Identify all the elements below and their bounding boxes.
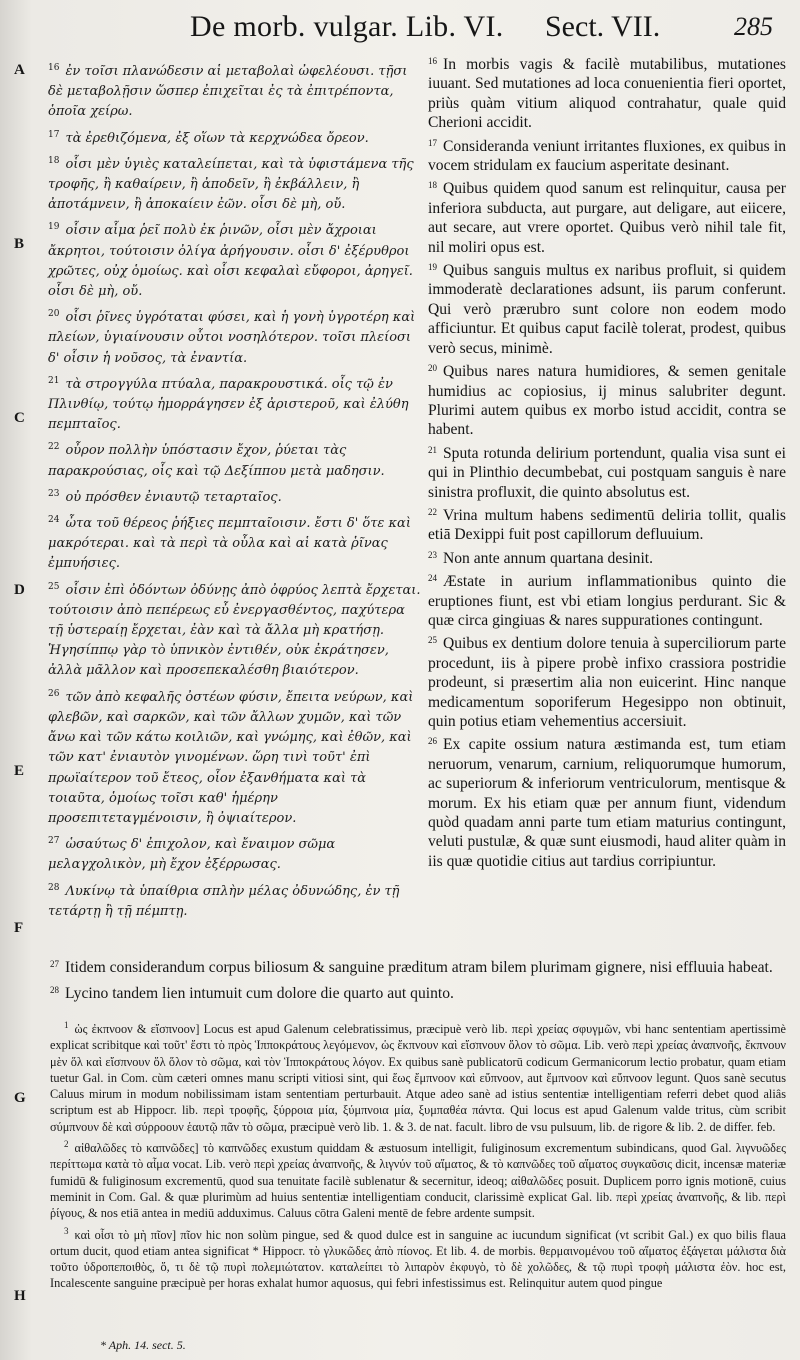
running-title: De morb. vulgar. Lib. VI. xyxy=(190,10,504,43)
greek-paragraph: $^{20}$ οἷσι ῥῖνες ὑγρόταται φύσει, καὶ ἡ γονὴ ὑγροτέρη καὶ πλείων, ὑγιαίνουσιν οὗτοι νοσηλότερον. τοῖσι πλείοσι δ' οἷσιν ἡ νοῦσος, τὰ ἐναντία. xyxy=(48,309,416,366)
greek-paragraph: $^{17}$ τὰ ἐρεθιζόμενα, ἐξ οἵων τὰ κερχνώδεα ὄρεον. xyxy=(48,129,369,146)
page-number: 285 xyxy=(734,12,773,41)
margin-letter: C xyxy=(14,410,25,426)
latin-paragraph: $^{23}$ Non ante annum quartana desinit. xyxy=(428,549,654,567)
latin-paragraph: $^{28}$ Lycino tandem lien intumuit cum dolore die quarto aut quinto. xyxy=(50,984,454,1002)
greek-paragraph: $^{27}$ ὡσαύτως δ' ἐπιχολον, καὶ ἔναιμον σῶμα μελαγχολικὸν, μὴ ἔχον ἐξέρρωσας. xyxy=(48,836,336,873)
margin-letter: E xyxy=(14,763,25,779)
greek-paragraph: $^{18}$ οἷσι μὲν ὑγιὲς καταλείπεται, καὶ τὰ ὑφιστάμενα τῆς τροφῆς, ἢ καθαίρειν, ἢ ἀποδεῖν, ἢ ἐκβάλλειν, ἢ ἀποτάμνειν, ἢ ἀποκαίειν ἐῶν. οἷσι δὲ μὴ, οὔ. xyxy=(48,155,414,213)
margin-letter: H xyxy=(14,1288,26,1304)
greek-paragraph: $^{24}$ ὦτα τοῦ θέρεος ῥήξιες πεμπταῖοισιν. ἔστι δ' ὅτε καὶ μακρότεραι. καὶ τὰ περὶ τὰ οὖλα καὶ αἱ κατὰ ῥῖνας ἐμπυήσιες. xyxy=(48,515,411,572)
greek-paragraph: $^{23}$ οὐ πρόσθεν ἐνιαυτῷ τεταρταῖος. xyxy=(48,488,282,505)
latin-paragraph: $^{27}$ Itidem considerandum corpus biliosum & sanguine præditum atram bilem plurimam gignere, nisi effluuia habeat. xyxy=(50,959,773,976)
section-label: Sect. VII. xyxy=(545,10,661,43)
latin-paragraph: $^{16}$ In morbis vagis & facilè mutabilibus, mutationes iuuant. Sed mutationes ad loca conuenientia fieri oportet, priùs quàm vitium aliquod contrahatur, quale quid Cherioni accidit. xyxy=(428,56,786,132)
commentary-notes xyxy=(50,1017,786,1293)
margin-letter: B xyxy=(14,236,25,252)
commentary-note: $^3$ καὶ οἷσι τὸ μὴ πῖον] πῖον hic non solùm pingue, sed & quod dulce est in sanguine ac iucundum significat (vt scribit Gal.) ex quo bilis flaua ortum ducit, quod etiam antea significat * Hippocr. τὸ γλυκῶδες ἀπὸ πίονος. Et lib. 4. de morbis. θερμαινομένου τοῦ αἵματος ἐξάγεται μάλιστα διὰ τοῦτο ὑδροπεποιθὸς, ὅ, τι δὲ τῷ πυρὶ πολεμιώτατον. καταλείπει τὸ λιπαρὸν ἐκφυγὸ, τὸ δὲ χολῶδες, & τῷ πυρὶ τροφὴ μάλιστα ἐὸν. hoc est, Incalescente sanguine præcipuè per horas exhalat humor aquosus, qui febri infestissimus est. Relinquitur autem quod pingue xyxy=(50,1225,786,1291)
greek-paragraph: $^{19}$ οἷσιν αἷμα ῥεῖ πολὺ ἐκ ῥινῶν, οἷσι μὲν ἄχροιαι ἄκρητοι, τούτοισιν ὀλίγα ἀρήγουσιν. οἷσι δ' ἐξέρυθροι χρῶτες, οὐχ ὁμοίως. καὶ οἷσι κεφαλαὶ εὔφοροι, ἀρηγεῖ. οἷσι δὲ μὴ, οὔ. xyxy=(48,222,413,300)
greek-paragraph: $^{28}$ Λυκίνῳ τὰ ὑπαίθρια σπλὴν μέλας ὀδυνώδης, ἐν τῇ τετάρτῃ ἢ τῇ πέμπτῃ. xyxy=(48,882,400,919)
latin-paragraph: $^{26}$ Ex capite ossium natura æstimanda est, tum etiam neruorum, venarum, carnium, reliquorumque humorum, ac superiorum & inferiorum ventriculorum, mentisque & morum. Ex his etiam quæ per annum fiunt, videndum quòd quadam anni parte tum etiam maturius contingunt, veluti pustulæ, & quæ sunt eiusmodi, haud aliter quàm in iis quæ quotidie citius aut tardius corripiuntur. xyxy=(428,736,786,870)
latin-paragraph: $^{18}$ Quibus quidem quod sanum est relinquitur, causa per inferiora subducta, aut purgare, aut deligare, aut eiicere, aut secare, aut vrere oportet. Quibus verò nihil tale fit, nil moliri opus est. xyxy=(428,180,786,256)
margin-letter: D xyxy=(14,582,25,598)
footnote-reference: * Aph. 14. sect. 5. xyxy=(100,1338,186,1352)
greek-paragraph: $^{16}$ ἐν τοῖσι πλανώδεσιν αἱ μεταβολαὶ ὠφελέουσι. τῇσι δὲ μεταβολῇσιν ὥσπερ ἐπιχεῖται ἐς τὰ ἐπιτρέποντα, ὁποῖα χείρω. xyxy=(48,63,408,120)
commentary-note: $^1$ ὡς ἐκπνοον & εἴσπνοον] Locus est apud Galenum celebratissimus, præcipuè verò lib. περὶ χρείας σφυγμῶν, vbi hanc sententiam apertissimè explicat scribitque καὶ τοῦτ' ἔστι τὸ πρὸς Ἱπποκράτους λεγόμενον, ὡς ἔκπνουν καὶ εἴσπνουν ὅλον τὸ σῶμα. Lib. verò περὶ χρείας ἀναπνοῆς, ἔκπνουν μὲν ὅλ καὶ εἴσπνουν ὅλ ὅλον τὸ σῶμα, καὶ τὸν Ἱπποκράτους λόγον. Ex quibus sanè publicatorū codicum Germanicorum lectio probatur, quam etiam tuetur Gal. in Com. cùm cæteri omnes manu scripti vitiosi sint, qui ἕως ἔμπνοον καὶ εὔπνοον, aut ἔμπνοον καὶ εὔπνοον legunt. Quos sanè secutus Caluus mirum in modum nobilissimam istam sententiam perturbauit. Atque adeo sanè ad istius sententiæ intelligentiam referri debet quod aliâs scriptum est ab Hippocr. lib. περὶ τροφῆς, ξύρροια μία, ξύμπνοια μία, ξυμπαθέα πάντα. Qui locus est apud Galenum valde tritus, cùm scribit σύμπνουν δὲ καὶ σύρροουν ἑαυτῷ πᾶν τὸ σῶμα, præcipuè verò lib. 1. & 3. de nat. facult. libro de vsu pulsuum, lib. de rigore & lib. 2. de differ. feb. xyxy=(50,1020,786,1134)
full-width-latin xyxy=(50,955,786,1003)
latin-paragraph: $^{19}$ Quibus sanguis multus ex naribus profluit, si quidem immoderatè declarationes adsunt, iis parum conferunt. Qui verò prærubro sunt colore non eodem modo afficiuntur. Et quibus caput facilè tolerat, prodest, quibus verò secus, minimè. xyxy=(428,262,786,357)
latin-paragraph: $^{25}$ Quibus ex dentium dolore tenuia à superciliorum parte procedunt, iis à pipere probè infixo crassiora postridie prodeunt, si præsertim alia non euicerint. Hinc nanque medicamentum soporiferum Hegesippo non obtinuit, quin potius etiam vehementius accersiuit. xyxy=(428,635,786,730)
running-header xyxy=(0,10,800,52)
latin-text-column xyxy=(428,52,786,872)
latin-paragraph: $^{22}$ Vrina multum habens sedimentū deliria tollit, qualis etiā Dexippi fuit post capillorum defluuium. xyxy=(428,506,786,544)
margin-letter: A xyxy=(14,62,25,78)
latin-paragraph: $^{20}$ Quibus nares natura humidiores, & semen genitale humidius ac copiosius, ij minus salubriter degunt. Plurimi autem quibus ex morbo istud accidit, contra se habent. xyxy=(428,363,786,439)
latin-paragraph: $^{21}$ Sputa rotunda delirium portendunt, qualia visa sunt ei qui in Plinthio decumbebat, cui postquam sanguis è nare sinistra profluxit, die quinto absolutus est. xyxy=(428,444,786,501)
greek-paragraph: $^{25}$ οἷσιν ἐπὶ ὀδόντων ὀδύνῃς ἀπὸ ὀφρύος λεπτὰ ἔρχεται. τούτοισιν ἀπὸ πεπέρεως εὖ ἐνεργασθέντος, παχύτερα τῇ ὑστεραίῃ ἔρχεται, ἐὰν καὶ τὰ ἄλλα μὴ κρατήσῃ. Ἡγησίππῳ γὰρ τὸ ὑπνικὸν ἐντιθέν, οὐκ ἐκράτησεν, ἀλλὰ μᾶλλον καὶ προσεπεκαλέσθη βιαιότερον. xyxy=(48,581,421,679)
greek-text-column xyxy=(48,58,422,924)
commentary-note: $^2$ αἰθαλῶδες τὸ καπνῶδες] τὸ καπνῶδες exustum quiddam & æstuosum intelligit, fuliginosum excrementum subindicans, quod Gal. λιγνυῶδες περίττωμα κατὰ τὸ αἷμα vocat. Lib. verò περὶ χρείας ἀναπνοῆς, & λιγνύν τοῦ αἵματος, & τὸ καπνῶδες τοῦ αἵματος συγκαῦσις dicit, incensæ materiæ fumidū & fuliginosum excrementū, quod sua tenuitate facilè sublenatur & secernitur, ideoq; αἰθαλῶδες posuit. Duplicem porro ignis motionē, cuius meminit in Com. Gal. & quæ plurimùm ad huius sententiæ intelligentiam conducit, clarissimè explicat Gal. lib. περὶ χρείας ἀναπνοῆς, & lib. περὶ ῥίγους, & nos etiā antea in mediū adduximus. Caluus cōtra Galeni mentē de febre ardente sumpsit. xyxy=(50,1139,786,1221)
greek-paragraph: $^{21}$ τὰ στρογγύλα πτύαλα, παρακρουστικά. οἷς τῷ ἐν Πλινθίῳ, τούτῳ ἡμορράγησεν ἐξ ἀριστεροῦ, καὶ ἐλύθη πεμπταῖος. xyxy=(48,375,409,433)
greek-paragraph: $^{22}$ οὖρον πολλὴν ὑπόστασιν ἔχον, ῥύεται τὰς παρακρούσιας, οἷς καὶ τῷ Δεξίππου μετὰ μαδησιν. xyxy=(48,442,385,479)
latin-paragraph: $^{17}$ Consideranda veniunt irritantes fluxiones, ex quibus in vocem stridulam ex faucium asperitate desinant. xyxy=(428,137,786,175)
latin-paragraph: $^{24}$ Æstate in aurium inflammationibus quinto die eruptiones fiunt, est vbi etiam longius perdurant. Sic & quæ circa gingiuas & nares suppurationes contingunt. xyxy=(428,573,786,629)
margin-letter: G xyxy=(14,1090,26,1106)
margin-letter: F xyxy=(14,920,24,936)
greek-paragraph: $^{26}$ τῶν ἀπὸ κεφαλῆς ὀστέων φύσιν, ἔπειτα νεύρων, καὶ φλεβῶν, καὶ σαρκῶν, καὶ τῶν ἄλλων χυμῶν, καὶ τῶν ἄνω καὶ τῶν κάτω κοιλιῶν, καὶ γνώμης, καὶ ἐθῶν, καὶ τῶν κατ' ἐνιαυτὸν γινομένων. ὥρη τινὶ τοῦτ' ἐπὶ πρωϊαίτερον τοῦ ἔτεος, οἷον ἐξανθήματα καὶ τὰ τοιαῦτα, ὁμοίως τοῖσι καθ' ἡμέρην προσεπιτεταγμένοισιν, ἢ ὀψιαίτερον. xyxy=(48,688,414,826)
